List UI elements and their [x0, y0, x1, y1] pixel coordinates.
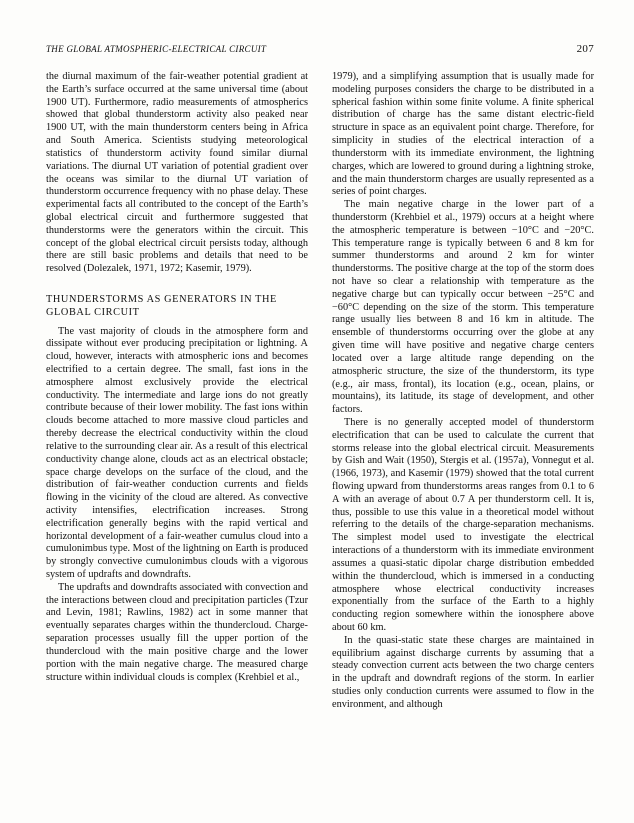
section-heading: THUNDERSTORMS AS GENERATORS IN THE GLOBAL CIRCUIT: [46, 294, 277, 318]
paragraph: There is no generally accepted model of thunderstorm electrification that can be used to calculate the current that storms release into the global electrical circuit. Measurements by Gish and Wait (1950), Stergis et al. (1957a), Vonnegut et al. (1966, 1973), and Kasemir (1979) showed that the total current flowing upward from thunderstorms areas ranges from 0.1 to 6 A with an average of about 0.7 A per thunderstorm cell. It is, thus, possible to use this value in a theoretical model without referring to the details of the charge-separation mechanisms. The simplest model used to investigate the electrical interactions of a thunderstorm with its immediate environment assumes a quasi-static dipolar charge distribution embedded within the thundercloud, which is immersed in a conducting atmosphere whose electrical conductivity increases exponentially from the surface of the Earth to a highly conducting region somewhere within the ionosphere above about 60 km.: [332, 416, 594, 633]
paragraph: 1979), and a simplifying assumption that is usually made for modeling purposes considers the charge to be distributed in a spherical fashion within some finite volume. A finite spherical distribution of charge has the same distant electric-field structure in space as an equivalent point charge. Therefore, for simplicity in studies of the electrical interaction of a thunderstorm with its immediate environment, the lightning charges, which are lowered to ground during a lightning stroke, and the main thunderstorm charges are usually represented as a series of point charges.: [332, 71, 594, 198]
paragraph: In the quasi-static state these charges are maintained in equilibrium against discharge currents by assuming that a steady convection current acts between the two charge centers in the updraft and downdraft regions of the storm. In earlier studies only conduction currents were assumed to flow in the environment, and although: [332, 634, 594, 710]
running-header: [46, 44, 594, 58]
left-column: [46, 71, 308, 684]
paragraph: the diurnal maximum of the fair-weather potential gradient at the Earth’s surface occurred at the same universal time (about 1900 UT). Furthermore, radio measurements of atmospherics showed that global thunderstorm activity also peaked near 1900 UT, with the main thunderstorm centers being in Africa and South America. Scientists studying meteorological statistics of thunderstorm activity found similar diurnal variations. The diurnal UT variation of potential gradient over the oceans was similar to the diurnal UT variation of thunderstorm occurrence frequency with no phase delay. These experimental facts all contributed to the concept of the Earth’s global electrical circuit and furthermore suggested that thunderstorms were the generators within the circuit. This concept of the global electrical circuit persists today, although there are still basic problems and details that need to be resolved (Dolezalek, 1971, 1972; Kasemir, 1979).: [46, 71, 308, 275]
right-column: [332, 71, 594, 712]
running-title: THE GLOBAL ATMOSPHERIC-ELECTRICAL CIRCUIT: [46, 44, 267, 54]
paragraph: The vast majority of clouds in the atmosphere form and dissipate without ever producing precipitation or lightning. A cloud, however, interacts with atmospheric ions and becomes electrified to a certain degree. The small, fast ions in the atmosphere almost exclusively provide the electrical conductivity. The intermediate and large ions do not greatly contribute because of their lower mobility. The fast ions within clouds become attached to more massive cloud particles and thereby decrease the electrical conductivity within the cloud relative to the surrounding clear air. As a result of this electrical conductivity change alone, clouds act as an electrical obstacle; space charge develops on the surface of the cloud, and the distribution of fair-weather conduction currents and fields flowing in the vicinity of the cloud are altered. As convective activity intensifies, electrification increases. Strong electrification generally begins with the rapid vertical and horizontal development of a fair-weather cumulus cloud into a cumulonimbus type. Most of the lightning on Earth is produced by strongly convective cumulonimbus clouds with a vigorous system of updrafts and downdrafts.: [46, 325, 308, 581]
page-number: 207: [576, 43, 594, 55]
paragraph: The updrafts and downdrafts associated with convection and the interactions between cloud and precipitation particles (Tzur and Levin, 1981; Rawlins, 1982) act in some manner that eventually separates charges within the thundercloud. Charge-separation processes usually fill the upper portion of the thundercloud with the main positive charge and the lower portion with the main negative charge. The measured charge structure within individual clouds is complex (Krehbiel et al.,: [46, 581, 308, 683]
paragraph: The main negative charge in the lower part of a thunderstorm (Krehbiel et al., 1979) occurs at a height where the atmospheric temperature is between −10°C and −20°C. This temperature range is typically between 6 and 8 km for summer thunderstorms and around 2 km for winter thunderstorms. The positive charge at the top of the storm does not have so clear a relationship with temperature as the negative charge but can typically occur between −25°C and −60°C depending on the size of the storm. This temperature range usually lies between 8 and 16 km in altitude. The ensemble of thunderstorms occurring over the globe at any given time will have positive and negative charge centers located over a large altitude range depending on the atmospheric structure, the size of the thunderstorm, its type (e.g., air mass, frontal), its location (e.g., ocean, plains, or mountains), its latitude, its stage of development, and other factors.: [332, 199, 594, 416]
